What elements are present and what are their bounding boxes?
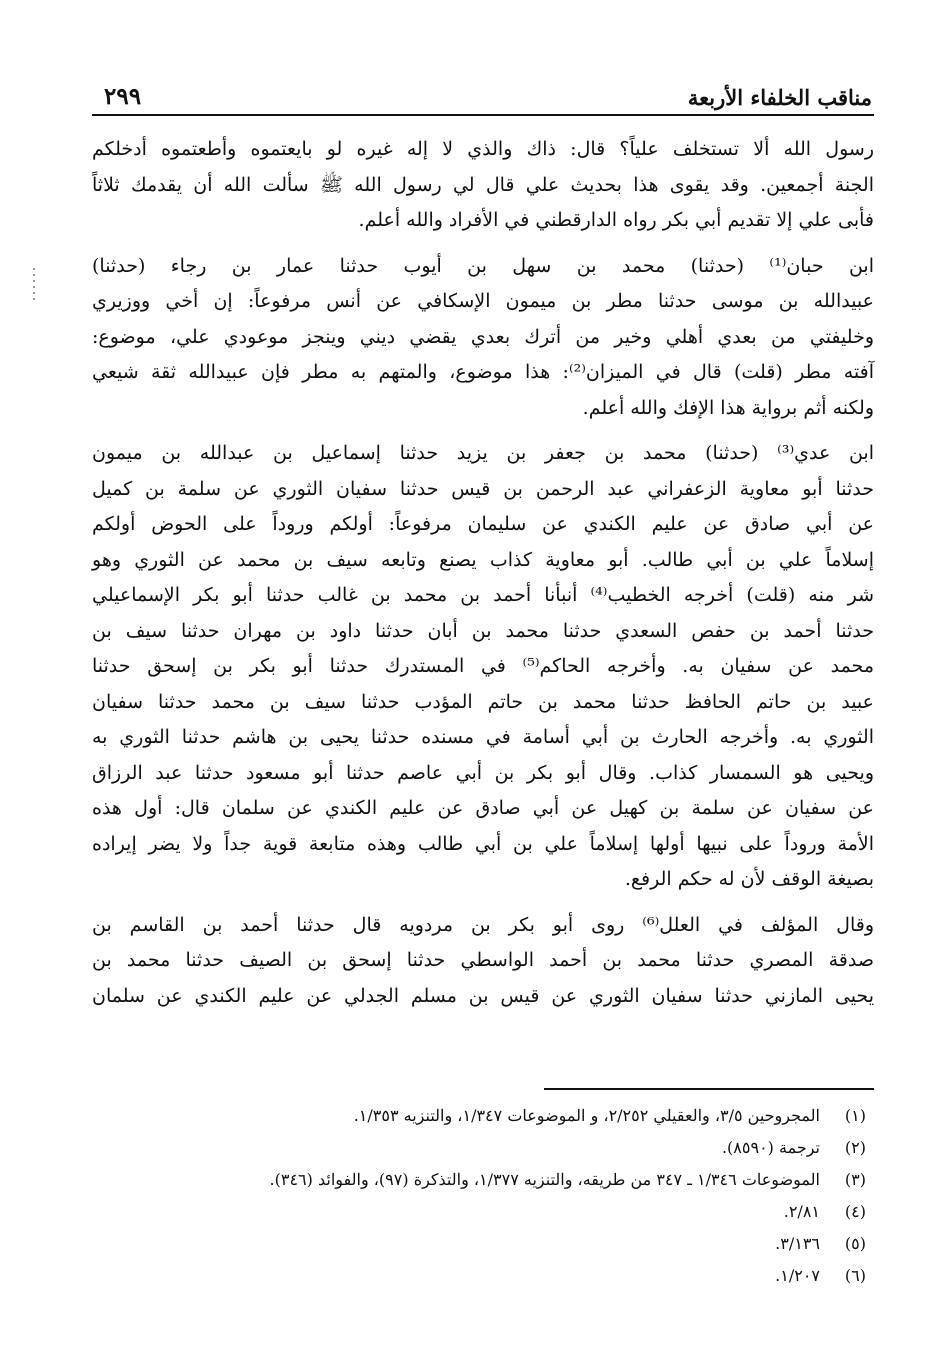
footnote-6 [92,1260,874,1292]
book-page [92,78,874,1338]
footnote-number: (٢) [844,1137,866,1157]
text-line: حدثنا أحمد بن حفص السعدي حدثنا محمد بن أبان حدثنا داود بن مهران حدثنا سيف بن [92,619,874,642]
page-header [92,78,874,116]
footnote-5 [92,1228,874,1260]
paragraph-1 [92,132,874,239]
text-line: وقال المؤلف في العلل⁽⁶⁾ روى أبو بكر بن مردويه قال حدثنا أحمد بن القاسم بن [92,913,875,936]
main-text [92,132,874,1014]
scan-artifact [33,268,35,304]
footnote-text: الموضوعات ١/٣٤٦ ـ ٣٤٧ من طريقه، والتنزيه ١/٣٧٧، والتذكرة (٩٧)، والفوائد (٣٤٦). [269,1169,820,1189]
footnote-text: ترجمة (٨٥٩٠). [721,1137,820,1157]
footnote-number: (٦) [844,1265,866,1285]
text-line: محمد عن سفيان به. وأخرجه الحاكم⁽⁵⁾ في المستدرك حدثنا أبو بكر بن إسحق حدثنا [92,655,875,677]
text-line: حدثنا أبو معاوية الزعفراني عبد الرحمن بن قيس حدثنا سفيان الثوري عن سلمة بن كميل [92,477,874,500]
running-title: مناقب الخلفاء الأربعة [687,85,872,110]
footnote-4 [92,1196,874,1228]
paragraph-4 [92,908,874,1015]
text-line: شر منه (قلت) أخرجه الخطيب⁽⁴⁾ أنبأنا أحمد بن محمد بن غالب حدثنا أبو بكر الإسماعيلي [92,584,874,606]
text-line: صدقة المصري حدثنا محمد بن أحمد الواسطي حدثنا إسحق بن الصيف حدثنا محمد بن [92,949,874,971]
text-line: عبيدالله بن موسى حدثنا مطر بن ميمون الإسكافي عن أنس مرفوعاً: إن أخي ووزيري [92,290,874,312]
text-line: إسلاماً علي بن أبي طالب. أبو معاوية كذاب يصنع وتابعه سيف بن محمد عن الثوري وهو [92,548,874,571]
footnote-text: ٢/٨١. [783,1201,820,1221]
footnote-number: (٥) [844,1233,866,1253]
text-line: عن سفيان عن سلمة بن كهيل عن أبي صادق عن عليم الكندي عن سلمان قال: أول هذه [92,797,874,819]
text-line: ابن عدي⁽³⁾ (حدثنا) محمد بن جعفر بن يزيد حدثنا إسماعيل بن عبدالله بن ميمون [92,442,874,464]
text-line: ابن حبان⁽¹⁾ (حدثنا) محمد بن سهل بن أيوب حدثنا عمار بن رجاء (حدثنا) [92,254,874,277]
text-line: وخليفتي من بعدي أهلي وخير من أترك بعدي يقضي ديني وينجز موعودي علي، موضوع: [92,325,874,348]
text-line: بصيغة الوقف لأن له حكم الرفع. [624,868,874,890]
text-line: الأمة وروداً على نبيها أولها إسلاماً علي بن أبي طالب وهذه متابعة قوية جداً ولا يضر إيراده [92,832,874,855]
text-line: آفته مطر (قلت) قال في الميزان⁽²⁾: هذا موضوع، والمتهم به مطر فإن عبيدالله ثقة شيعي [92,361,874,383]
text-line: ولكنه أثم برواية هذا الإفك والله أعلم. [582,396,874,419]
page-number: ٢٩٩ [104,83,142,110]
footnote-separator [544,1088,874,1090]
text-line: رسول الله ألا تستخلف علياً؟ قال: ذاك والذي لا إله غيره لو بايعتموه وأطعتموه أدخلكم [92,138,874,160]
text-line: عبيد بن حاتم الحافظ حدثنا محمد بن حاتم المؤدب حدثنا سيف بن محمد حدثنا سفيان [92,690,874,713]
footnote-text: ٣/١٣٦. [775,1233,820,1253]
footnote-number: (١) [844,1105,866,1125]
footnote-text: ١/٢٠٧. [775,1265,820,1285]
footnote-number: (٤) [844,1201,866,1221]
footnote-text: المجروحين ٣/٥، والعقيلي ٢/٢٥٢، و الموضوعات ١/٣٤٧، والتنزيه ١/٣٥٣. [353,1105,820,1125]
footnote-number: (٣) [844,1169,866,1189]
text-line: فأبى علي إلا تقديم أبي بكر رواه الدارقطني في الأفراد والله أعلم. [358,209,874,231]
paragraph-3 [92,436,874,898]
paragraph-2 [92,249,874,427]
footnote-2 [92,1132,874,1164]
footnote-1 [92,1100,874,1132]
text-line: ويحيى هو السمسار كذاب. وقال أبو بكر بن أبي عاصم حدثنا أبو مسعود حدثنا عبد الرزاق [92,761,874,784]
text-line: الجنة أجمعين. وقد يقوى هذا بحديث علي قال لي رسول الله ﷺ سألت الله أن يقدمك ثلاثاً [92,173,874,196]
footnote-3 [92,1164,874,1196]
text-line: عن أبي صادق عن عليم الكندي عن سليمان مرفوعاً: أولكم وروداً على الحوض أولكم [92,513,874,535]
footnotes [92,1088,874,1292]
text-line: يحيى المازني حدثنا سفيان الثوري عن قيس بن مسلم الجدلي عن عليم الكندي عن سلمان [92,984,874,1007]
text-line: الثوري به. وأخرجه الحارث بن أبي أسامة في مسنده حدثنا يحيى بن هاشم حدثنا الثوري به [92,726,874,748]
